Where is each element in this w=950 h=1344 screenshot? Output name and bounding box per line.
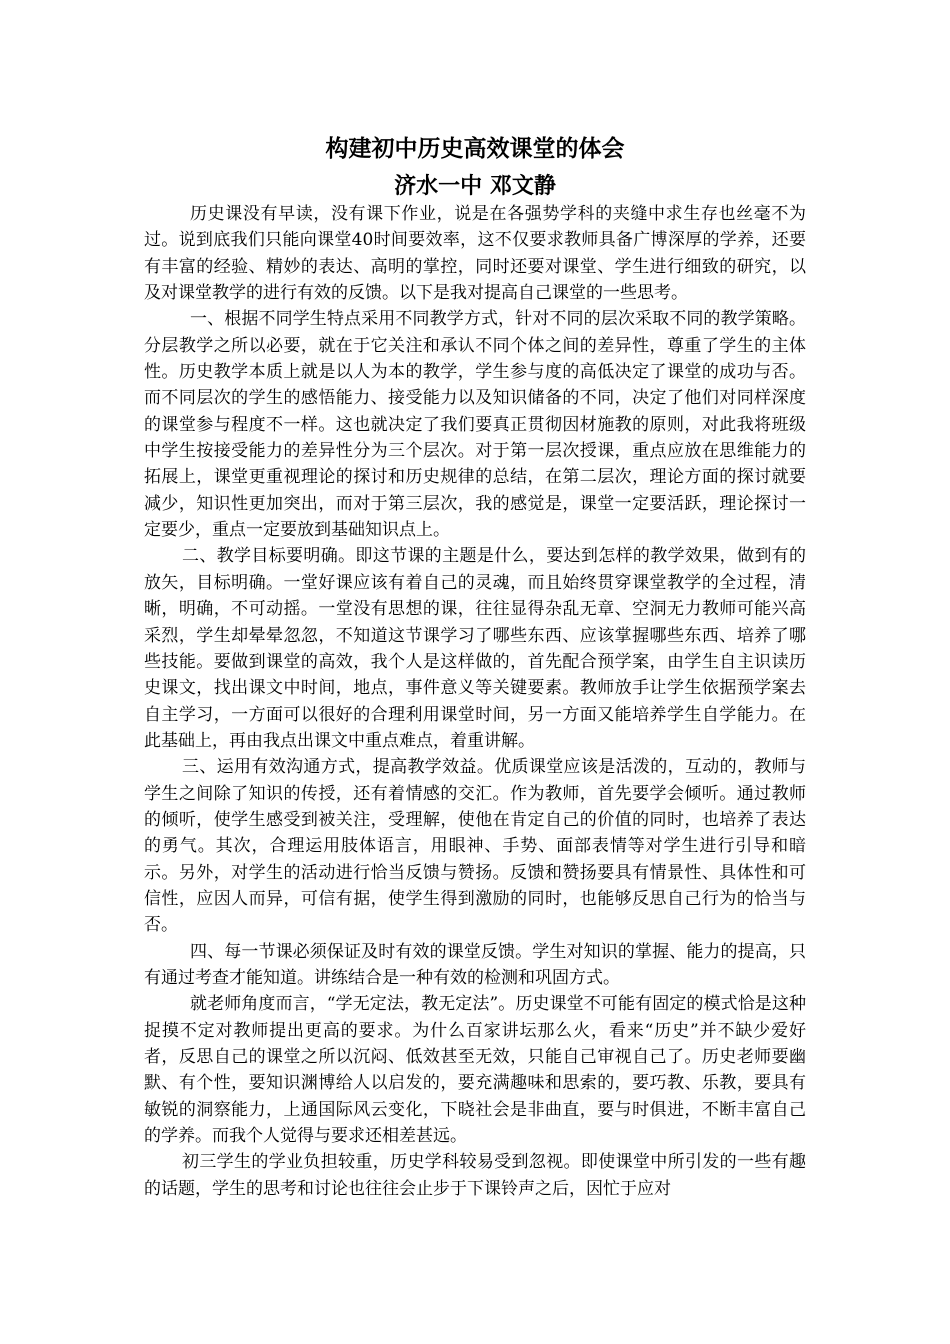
- paragraph-point-four: 四、每一节课必须保证及时有效的课堂反馈。学生对知识的掌握、能力的提高，只有通过考查才能知道。讲练结合是一种有效的检测和巩固方式。: [144, 941, 806, 988]
- paragraph-teacher-view: 就老师角度而言，“学无定法，教无定法”。历史课堂不可能有固定的模式恰是这种捉摸不定对教师提出更高的要求。为什么百家讲坛那么火，看来“历史”并不缺少爱好者，反思自己的课堂之所以沉闷、低效甚至无效，只能自己审视自己了。历史老师要幽默、有个性，要知识渊博给人以启发的，要充满趣味和思索的，要巧教、乐教，要具有敏锐的洞察能力，上通国际风云变化，下晓社会是非曲直，要与时俱进，不断丰富自己的学养。而我个人觉得与要求还相差甚远。: [144, 994, 806, 1147]
- document-body: [144, 201, 806, 1202]
- paragraph-point-one: 一、根据不同学生特点采用不同教学方式，针对不同的层次采取不同的教学策略。分层教学之所以必要，就在于它关注和承认不同个体之间的差异性，尊重了学生的主体性。历史教学本质上就是以人为本的教学，学生参与度的高低决定了课堂的成功与否。而不同层次的学生的感悟能力、接受能力以及知识储备的不同，决定了他们对同样深度的课堂参与程度不一样。这也就决定了我们要真正贯彻因材施教的原则，对此我将班级中学生按接受能力的差异性分为三个层次。对于第一层次授课，重点应放在思维能力的拓展上，课堂更重视理论的探讨和历史规律的总结，在第二层次，理论方面的探讨就要减少，知识性更加突出，而对于第三层次，我的感觉是，课堂一定要活跃，理论探讨一定要少，重点一定要放到基础知识点上。: [144, 309, 806, 541]
- paragraph-point-three: 三、运用有效沟通方式，提高教学效益。优质课堂应该是活泼的，互动的，教师与学生之间除了知识的传授，还有着情感的交汇。作为教师，首先要学会倾听。通过教师的倾听，使学生感受到被关注，受理解，使他在肯定自己的价值的同时，也培养了表达的勇气。其次，合理运用肢体语言，用眼神、手势、面部表情等对学生进行引导和暗示。另外，对学生的活动进行恰当反馈与赞扬。反馈和赞扬要具有情景性、具体性和可信性，应因人而异，可信有据，使学生得到激励的同时，也能够反思自己行为的恰当与否。: [144, 757, 806, 936]
- paragraph-grade-three: 初三学生的学业负担较重，历史学科较易受到忽视。即使课堂中所引发的一些有趣的话题，学生的思考和讨论也往往会止步于下课铃声之后，因忙于应对: [144, 1152, 806, 1199]
- document-author: 济水一中 邓文静: [394, 174, 556, 199]
- paragraph-intro: 历史课没有早读，没有课下作业，说是在各强势学科的夹缝中求生存也丝毫不为过。说到底我们只能向课堂40时间要效率，这不仅要求教师具备广博深厚的学养，还要有丰富的经验、精妙的表达、高明的掌控，同时还要对课堂、学生进行细致的研究，以及对课堂教学的进行有效的反馈。以下是我对提高自己课堂的一些思考。: [144, 204, 806, 304]
- document-title: 构建初中历史高效课堂的体会: [325, 136, 625, 162]
- paragraph-point-two: 二、教学目标要明确。即这节课的主题是什么，要达到怎样的教学效果，做到有的放矢，目标明确。一堂好课应该有着自己的灵魂，而且始终贯穿课堂教学的全过程，清晰，明确，不可动摇。一堂没有思想的课，往往显得杂乱无章、空洞无力教师可能兴高采烈，学生却晕晕忽忽，不知道这节课学习了哪些东西、应该掌握哪些东西、培养了哪些技能。要做到课堂的高效，我个人是这样做的，首先配合预学案，由学生自主识读历史课文，找出课文中时间，地点，事件意义等关键要素。教师放手让学生依据预学案去自主学习，一方面可以很好的合理利用课堂时间，另一方面又能培养学生自学能力。在此基础上，再由我点出课文中重点难点，着重讲解。: [144, 546, 806, 751]
